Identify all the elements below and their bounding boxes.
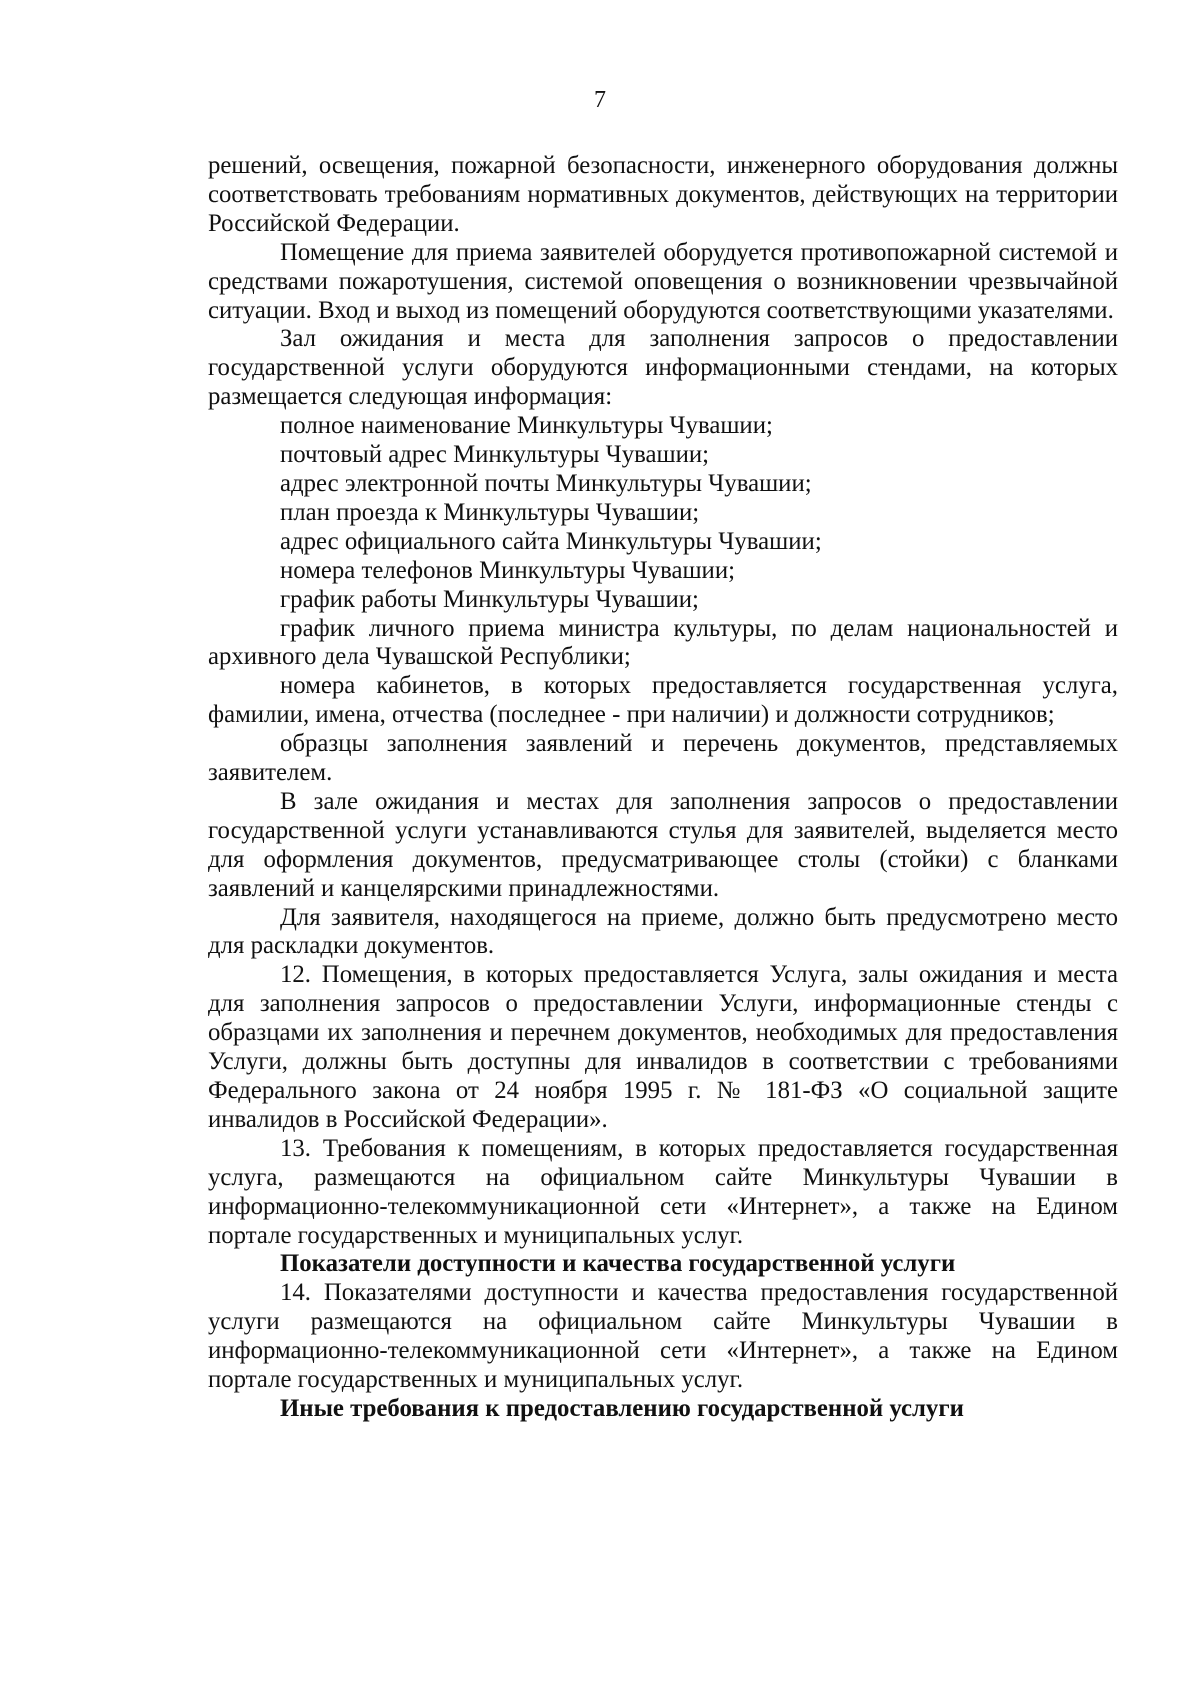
- section-heading-other-requirements: Иные требования к предоставлению государственной услуги: [280, 1394, 964, 1422]
- list-item: график личного приема министра культуры, по делам национальностей и архивного дела Чувашской Республики;: [208, 614, 1118, 671]
- list-item: график работы Минкультуры Чувашии;: [280, 585, 699, 613]
- section-heading-accessibility: Показатели доступности и качества государственной услуги: [280, 1250, 956, 1278]
- paragraph-13: 13. Требования к помещениям, в которых предоставляется государственная услуга, размещаются на официальном сайте Минкультуры Чувашии в информационно-телекоммуникационной сети «Интернет», а также на Едином портале государственных и муниципальных услуг.: [208, 1134, 1118, 1249]
- list-item: номера телефонов Минкультуры Чувашии;: [280, 556, 735, 584]
- paragraph-waiting-room: Зал ожидания и места для заполнения запросов о предоставлении государственной услуги оборудуются информационными стендами, на которых размещается следующая информация:: [208, 325, 1118, 411]
- paragraph-applicant-place: Для заявителя, находящегося на приеме, должно быть предусмотрено место для раскладки документов.: [208, 903, 1118, 960]
- paragraph-chairs: В зале ожидания и местах для заполнения запросов о предоставлении государственной услуги устанавливаются стулья для заявителей, выделяется место для оформления документов, предусматривающее столы (стойки) с бланками заявлений и канцелярскими принадлежностями.: [208, 787, 1118, 902]
- page-number: 7: [594, 87, 606, 113]
- list-item: номера кабинетов, в которых предоставляется государственная услуга, фамилии, имена, отчества (последнее - при наличии) и должности сотрудников;: [208, 672, 1118, 729]
- list-item: образцы заполнения заявлений и перечень документов, представляемых заявителем.: [208, 730, 1118, 787]
- list-item: адрес официального сайта Минкультуры Чувашии;: [280, 527, 822, 555]
- document-body: [208, 152, 1118, 1424]
- list-item: адрес электронной почты Минкультуры Чувашии;: [280, 469, 812, 497]
- paragraph-14: 14. Показателями доступности и качества предоставления государственной услуги размещаются на официальном сайте Минкультуры Чувашии в информационно-телекоммуникационной сети «Интернет», а также на Едином портале государственных и муниципальных услуг.: [208, 1279, 1118, 1394]
- intro-paragraph: решений, освещения, пожарной безопасности, инженерного оборудования должны соответствовать требованиям нормативных документов, действующих на территории Российской Федерации.: [208, 152, 1118, 237]
- paragraph-12: 12. Помещения, в которых предоставляется Услуга, залы ожидания и места для заполнения запросов о предоставлении Услуги, информационные стенды с образцами их заполнения и перечнем документов, необходимых для предоставления Услуги, должны быть доступны для инвалидов в соответствии с требованиями Федерального закона от 24 ноября 1995 г. № 181-ФЗ «О социальной защите инвалидов в Российской Федерации».: [208, 961, 1118, 1133]
- list-item: почтовый адрес Минкультуры Чувашии;: [280, 441, 710, 469]
- list-item: план проезда к Минкультуры Чувашии;: [280, 498, 700, 526]
- paragraph-fire-safety: Помещение для приема заявителей оборудуется противопожарной системой и средствами пожаротушения, системой оповещения о возникновении чрезвычайной ситуации. Вход и выход из помещений оборудуются соответствующими указателями.: [208, 238, 1118, 324]
- list-item: полное наименование Минкультуры Чувашии;: [280, 412, 773, 440]
